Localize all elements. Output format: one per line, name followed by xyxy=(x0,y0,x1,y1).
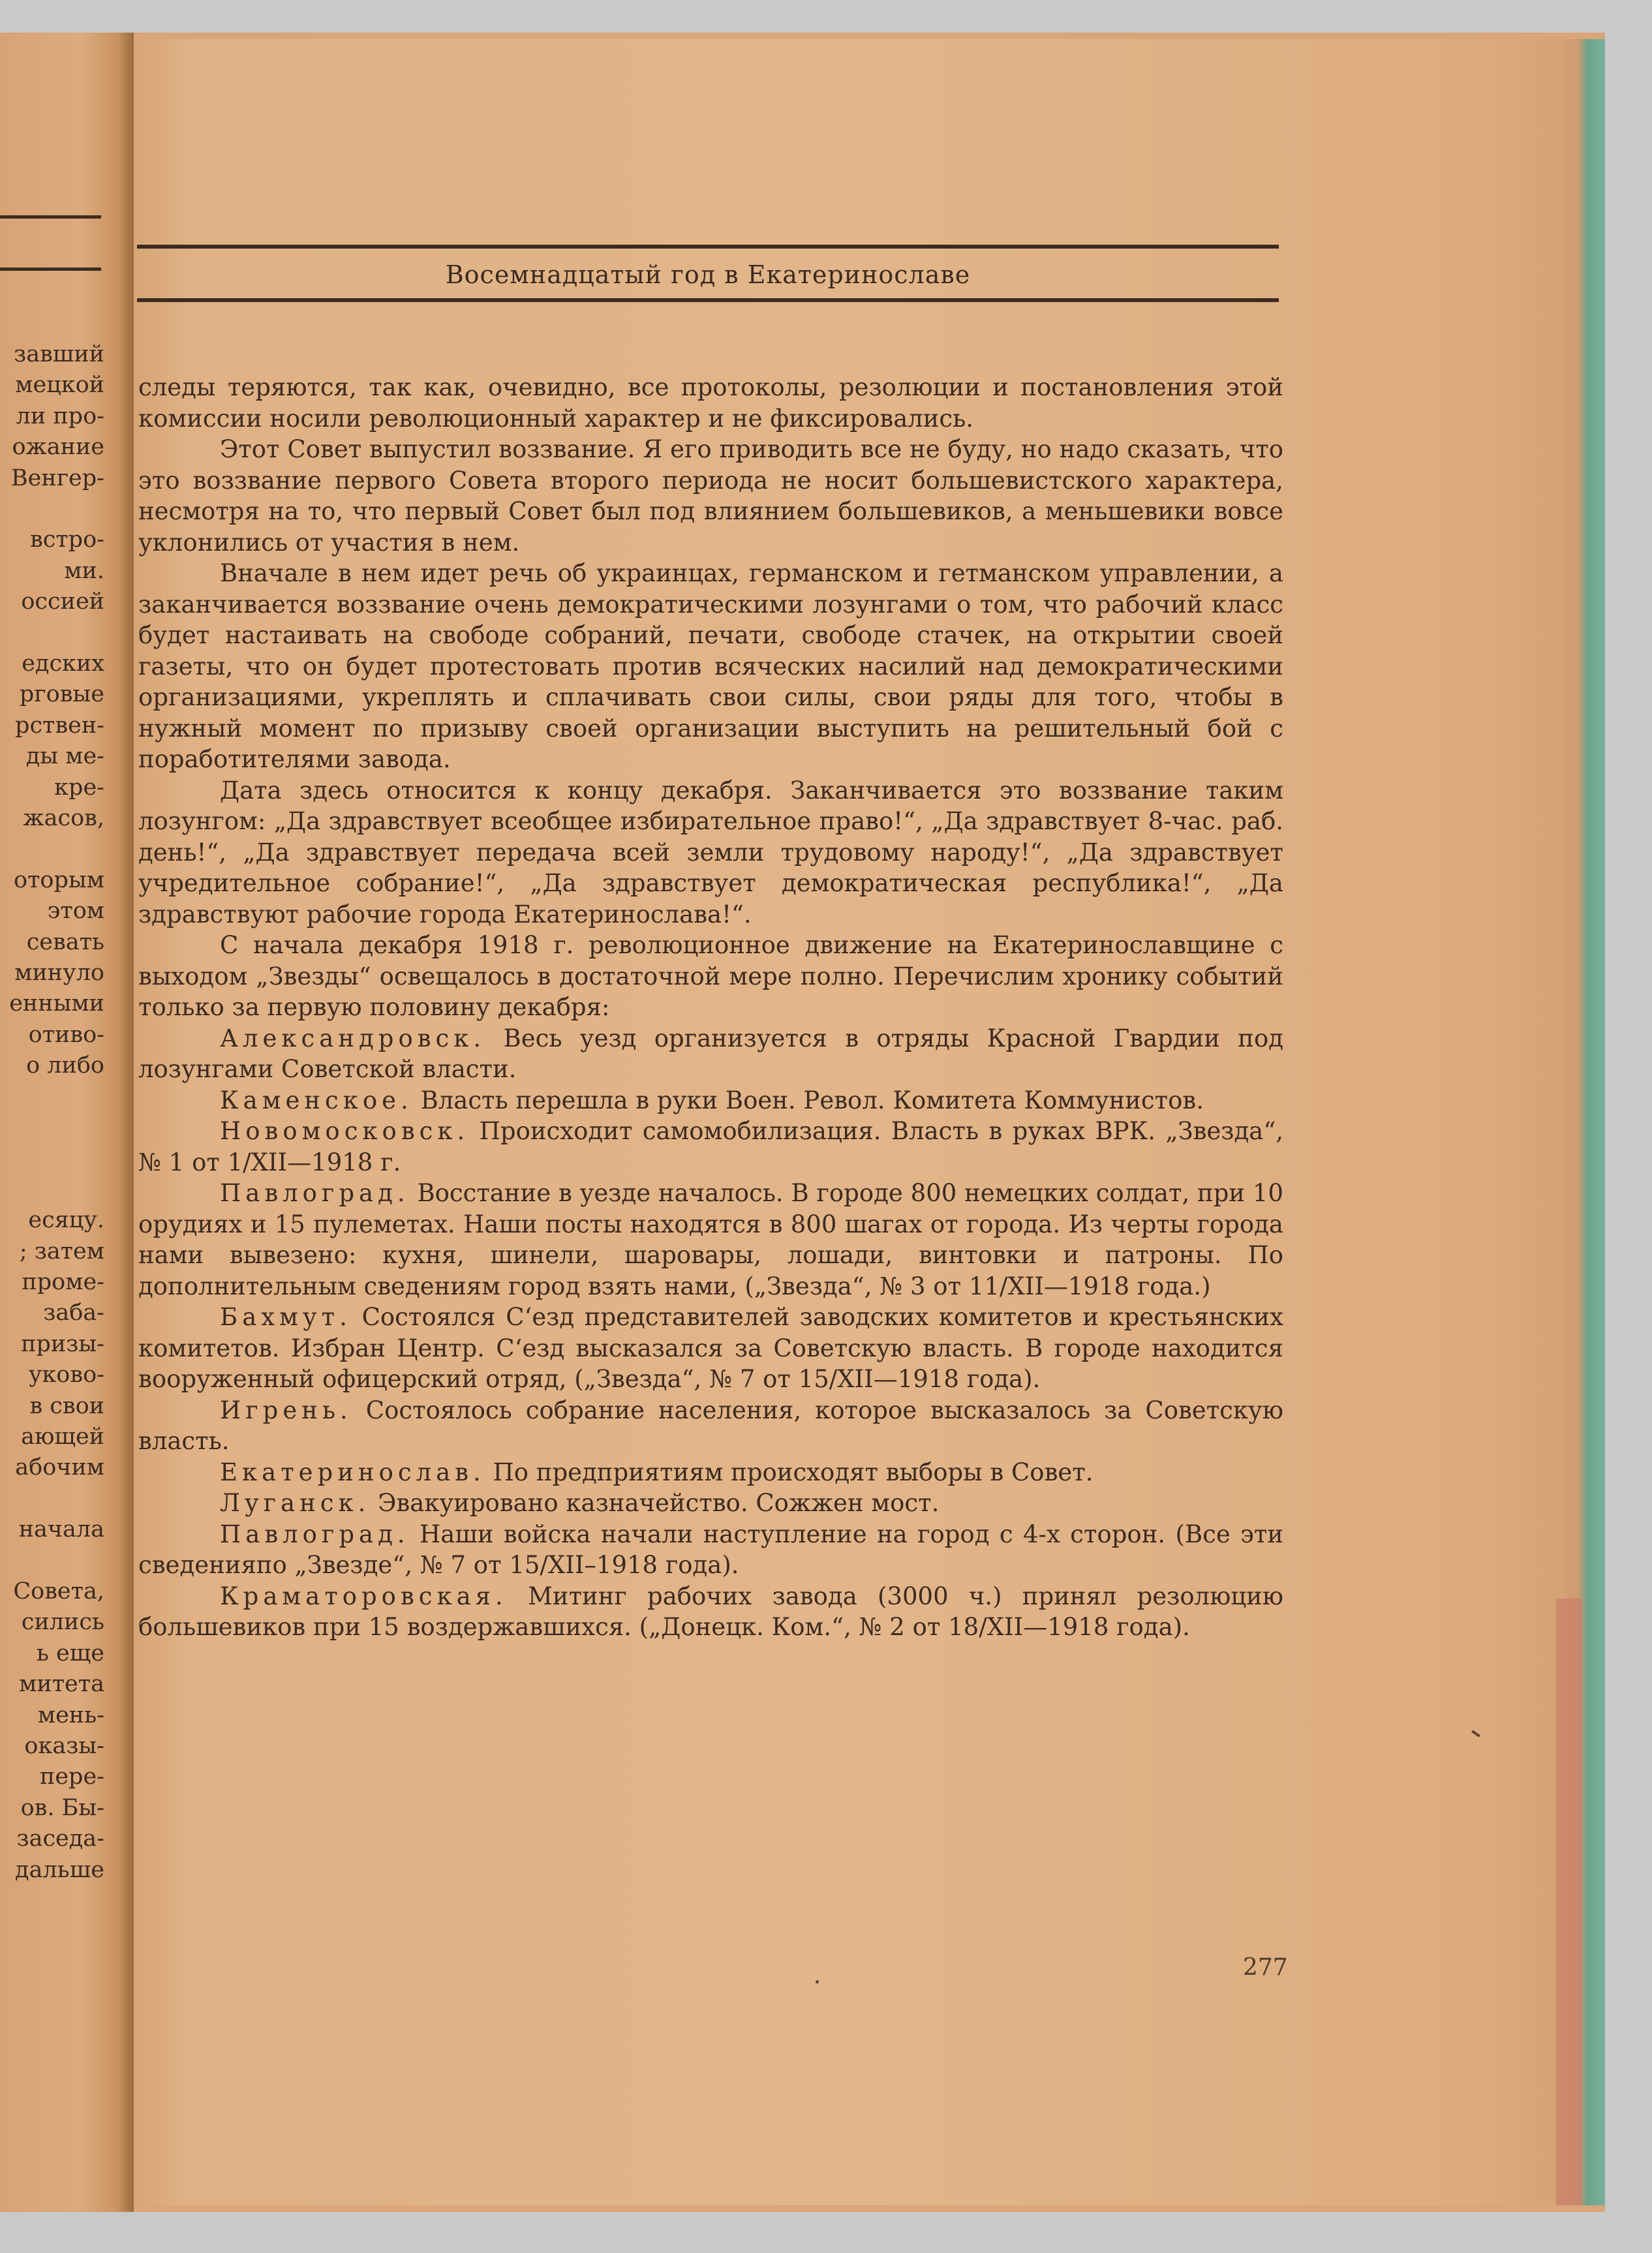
left-fragment-line: ающей xyxy=(21,1424,104,1450)
left-fragment-line: этом xyxy=(47,898,104,925)
left-fragment-line: ожание xyxy=(12,434,104,461)
left-fragment-line: ь еще xyxy=(36,1640,104,1666)
left-fragment-line: Венгер- xyxy=(10,465,104,491)
left-fragment-line: заседа- xyxy=(16,1826,104,1852)
left-fragment-line: митета xyxy=(19,1671,104,1698)
left-fragment-line: в свои xyxy=(29,1392,104,1419)
left-fragment-line: заба- xyxy=(43,1300,104,1326)
place-name: Бахмут. xyxy=(220,1303,352,1331)
left-fragment-line: рствен- xyxy=(15,712,104,739)
paragraph xyxy=(138,775,1283,930)
left-fragment-line: встро- xyxy=(30,527,104,553)
paragraph-text: С начала декабря 1918 г. революционное движение на Екатеринославщине с выходом „Звезды“ освещалось в достаточной мере полно. Перечислим хронику событий только за первую половину декабря: xyxy=(138,931,1283,1021)
paragraph xyxy=(138,1457,1283,1488)
paragraph-text: Состоялся С‘езд представителей заводских комитетов и крестьянских комитетов. Избран Центр. С‘езд высказался за Советскую власть. В городе находится вооруженный офицерский отряд, („Звезда“, № 7 от 15/XII—1918 года). xyxy=(138,1303,1283,1393)
body-text xyxy=(138,372,1283,1643)
paragraph xyxy=(138,1116,1283,1178)
left-fragment-line: Совета, xyxy=(13,1578,104,1604)
place-name: Краматоровская. xyxy=(220,1582,508,1610)
left-fragment-line: рговые xyxy=(19,681,104,708)
paragraph-text: Восстание в уезде началось. В городе 800 немецких солдат, при 10 орудиях и 15 пулеметах. Наши посты находятся в 800 шагах от города. Из черты города нами вывезено: кухня, шинели, шаровары, лошади, винтовки и патроны. По дополнительным сведениям город взять нами, („Звезда“, № 3 от 11/XII—1918 года.) xyxy=(138,1179,1283,1300)
left-fragment-line: проме- xyxy=(22,1269,104,1295)
left-fragment-line: начала xyxy=(18,1516,104,1543)
paragraph-text: Этот Совет выпустил воззвание. Я его приводить все не буду, но надо сказать, что это воззвание первого Совета второго периода не носит большевистского характера, несмотря на то, что первый Совет был под влиянием большевиков, а меньшевики вовсе уклонились от участия в нем. xyxy=(138,435,1283,557)
left-fragment-line: минуло xyxy=(14,960,104,986)
paragraph-text: Весь уезд организуется в отряды Красной Гвардии под лозунгами Советской власти. xyxy=(138,1024,1283,1083)
paragraph-text: Эвакуировано казначейство. Сожжен мост. xyxy=(370,1489,940,1517)
left-fragment-line: абочим xyxy=(15,1454,104,1481)
paragraph xyxy=(138,372,1283,434)
paragraph xyxy=(138,1395,1283,1457)
paragraph-text: Вначале в нем идет речь об украинцах, германском и гетманском управлении, а заканчивается воззвание очень демократическими лозунгами о том, что рабочий класс будет настаивать на свободе собраний, печати, свободе стачек, на открытии своей газеты, что он будет протестовать против всяческих насилий над демократическими организациями, укреплять и сплачивать свои силы, свои ряды для того, чтобы в нужный момент по призыву своей организации выступить на решительный бой с поработителями завода. xyxy=(138,559,1283,773)
paragraph xyxy=(138,1178,1283,1302)
paragraph-text: Состоялось собрание населения, которое высказалось за Советскую власть. xyxy=(138,1396,1283,1455)
place-name: Павлоград. xyxy=(220,1520,410,1548)
left-fragment-line: отиво- xyxy=(28,1021,104,1048)
paragraph xyxy=(138,558,1283,775)
left-fragment-line: оказы- xyxy=(24,1733,104,1759)
place-name: Игрень. xyxy=(220,1396,352,1424)
paragraph-text: Происходит самомобилизация. Власть в руках ВРК. „Звезда“, № 1 от 1/XII—1918 г. xyxy=(138,1117,1283,1176)
left-fragment-line: мень- xyxy=(37,1702,104,1728)
left-fragment-line: ; затем xyxy=(19,1238,104,1264)
place-name: Луганск. xyxy=(220,1489,371,1517)
paragraph xyxy=(138,1302,1283,1395)
left-fragment-line: оссией xyxy=(21,589,104,615)
paragraph-text: Дата здесь относится к концу декабря. Заканчивается это воззвание таким лозунгом: „Да здравствует всеобщее избирательное право!“, „Да здравствует 8-час. раб. день!“, „Да здравствует передача всей земли трудовому народу!“, „Да здравствует учредительное собрание!“, „Да здравствует демократическая республика!“, „Да здравствуют рабочие города Екатеринослава!“. xyxy=(138,776,1283,928)
left-fragment-line: оторым xyxy=(14,866,104,893)
right-edge-stain xyxy=(1556,1599,1582,2205)
left-fragment-line: дальше xyxy=(15,1856,104,1883)
left-fragment-line: уково- xyxy=(28,1362,104,1388)
left-fragment-line: есяцу. xyxy=(28,1207,104,1234)
scanned-spread xyxy=(0,33,1605,2212)
header-rule-bottom xyxy=(137,298,1279,302)
left-fragment-line: о либо xyxy=(26,1052,104,1079)
place-name: Павлоград. xyxy=(220,1179,410,1207)
ink-speck xyxy=(816,1980,819,1984)
left-fragment-line: мецкой xyxy=(15,372,104,399)
left-fragment-line: ов. Бы- xyxy=(20,1794,104,1821)
paragraph xyxy=(138,434,1283,558)
left-fragment-line: ли про- xyxy=(16,403,104,429)
paragraph-text: Наши войска начали наступление на город с 4-х сторон. (Все эти сведенияпо „Звезде“, № 7 от 15/XII–1918 года). xyxy=(138,1520,1283,1579)
left-fragment-line: едских xyxy=(22,651,104,677)
left-fragment-line: завший xyxy=(14,341,104,367)
place-name: Каменское. xyxy=(220,1086,413,1114)
place-name: Новомосковск. xyxy=(220,1117,470,1145)
paragraph-text: Власть перешла в руки Воен. Револ. Комитета Коммунистов. xyxy=(412,1086,1204,1114)
paragraph xyxy=(138,1581,1283,1643)
place-name: Екатеринослав. xyxy=(220,1458,485,1486)
paragraph-text: По предприятиям происходят выборы в Совет. xyxy=(485,1458,1094,1486)
paragraph-text: следы теряются, так как, очевидно, все протоколы, резолюции и постановления этой комиссии носили революционный характер и не фиксировались. xyxy=(138,373,1283,433)
paragraph xyxy=(138,930,1283,1023)
paragraph xyxy=(138,1023,1283,1085)
left-page-margin xyxy=(0,33,134,2212)
header-title: Восемнадцатый год в Екатеринославе xyxy=(445,260,971,289)
left-fragment-line: кре- xyxy=(54,774,104,801)
left-fragment-line: пере- xyxy=(40,1764,104,1790)
left-fragment-line: призы- xyxy=(21,1330,104,1357)
left-fragment-line: сились xyxy=(21,1609,104,1636)
left-fragment-line: севать xyxy=(26,928,104,955)
left-fragment-line: ды ме- xyxy=(25,743,104,770)
paragraph-text: Митинг рабочих завода (3000 ч.) принял резолюцию большевиков при 15 воздержавшихся. („Донецк. Ком.“, № 2 от 18/XII—1918 года). xyxy=(138,1582,1283,1641)
paragraph xyxy=(138,1488,1283,1519)
left-fragment-line: жасов, xyxy=(23,805,104,831)
paragraph xyxy=(138,1519,1283,1581)
running-header xyxy=(137,245,1279,302)
left-fragment-line: енными xyxy=(9,990,104,1017)
left-page-text-fragments xyxy=(0,33,104,2212)
place-name: Александровск. xyxy=(220,1024,486,1052)
page-number: 277 xyxy=(1243,1954,1288,1981)
paragraph xyxy=(138,1085,1283,1116)
left-fragment-line: ми. xyxy=(64,557,104,584)
